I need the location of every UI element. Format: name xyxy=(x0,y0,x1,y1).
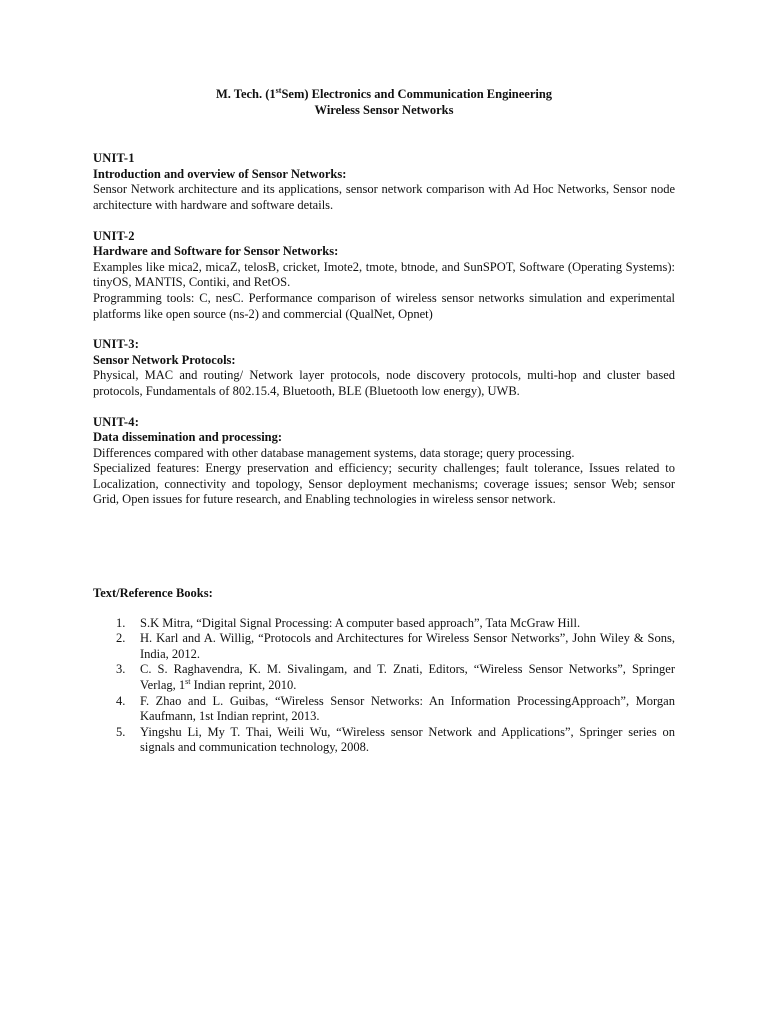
references-list xyxy=(93,616,675,756)
title-ordinal-superscript: st xyxy=(275,85,282,95)
spacer xyxy=(93,214,675,229)
spacer xyxy=(93,322,675,337)
unit-heading: UNIT-2 xyxy=(93,228,135,243)
reference-number: 2. xyxy=(116,631,126,646)
unit-subheading: Sensor Network Protocols: xyxy=(93,352,236,367)
title-course-prefix: M. Tech. (1 xyxy=(215,87,276,101)
reference-text: H. Karl and A. Willig, “Protocols and Architectures for Wireless Sensor Networks”, John Wiley & Sons, India, 2012. xyxy=(140,631,675,661)
reference-text: C. S. Raghavendra, K. M. Sivalingam, and T. Znati, Editors, “Wireless Sensor Networks”, Springer Verlag, 1 xyxy=(140,662,675,693)
unit-paragraph: Programming tools: C, nesC. Performance comparison of wireless sensor networks simulation and experimental platforms like open source (ns-2) and commercial (QualNet, Opnet) xyxy=(93,290,675,321)
unit-4-section xyxy=(93,415,675,509)
unit-heading: UNIT-3: xyxy=(93,337,140,352)
unit-heading: UNIT-4: xyxy=(93,414,140,429)
unit-paragraph: Examples like mica2, micaZ, telosB, cricket, Imote2, tmote, btnode, and SunSPOT, Software (Operating Systems): tinyOS, MANTIS, Contiki, and RetOS. xyxy=(93,259,675,290)
reference-number: 4. xyxy=(116,693,126,708)
reference-text: Yingshu Li, My T. Thai, Weili Wu, “Wireless sensor Network and Applications”, Springer series on signals and communication technology, 2008. xyxy=(140,724,675,755)
title-course-suffix: Sem) Electronics and Communication Engineering xyxy=(281,87,553,101)
unit-paragraph: Physical, MAC and routing/ Network layer protocols, node discovery protocols, multi-hop and cluster based protocols, Fundamentals of 802.15.4, Bluetooth, BLE (Bluetooth low energy), UWB. xyxy=(93,368,675,398)
spacer xyxy=(93,400,675,415)
reference-number: 3. xyxy=(116,662,126,677)
references-heading: Text/Reference Books: xyxy=(93,586,213,601)
title-line-course xyxy=(93,87,675,103)
reference-text-continued: Indian reprint, 2010. xyxy=(190,678,297,693)
document-title xyxy=(93,87,675,118)
syllabus-page xyxy=(93,87,675,756)
reference-item xyxy=(93,662,675,693)
reference-text: F. Zhao and L. Guibas, “Wireless Sensor Networks: An Information ProcessingApproach”, Morgan Kaufmann, 1st Indian reprint, 2013. xyxy=(140,693,675,724)
unit-paragraph: Differences compared with other database management systems, data storage; query processing. xyxy=(93,445,575,460)
unit-heading: UNIT-1 xyxy=(93,151,135,166)
reference-text: S.K Mitra, “Digital Signal Processing: A computer based approach”, Tata McGraw Hill. xyxy=(140,615,581,630)
title-line-subject: Wireless Sensor Networks xyxy=(314,102,454,117)
reference-item xyxy=(93,616,675,632)
reference-ordinal-superscript: st xyxy=(185,676,191,686)
spacer xyxy=(93,118,675,151)
unit-subheading: Introduction and overview of Sensor Networks: xyxy=(93,166,347,181)
unit-subheading: Hardware and Software for Sensor Networks: xyxy=(93,244,339,259)
unit-1-section xyxy=(93,151,675,213)
reference-item xyxy=(93,694,675,725)
reference-number: 5. xyxy=(116,724,126,739)
unit-subheading: Data dissemination and processing: xyxy=(93,430,283,445)
reference-item xyxy=(93,725,675,756)
reference-number: 1. xyxy=(116,615,126,630)
unit-3-section xyxy=(93,337,675,399)
unit-paragraph: Sensor Network architecture and its applications, sensor network comparison with Ad Hoc Networks, Sensor node architecture with hardware and software details. xyxy=(93,182,675,212)
reference-item xyxy=(93,631,675,662)
unit-paragraph: Specialized features: Energy preservation and efficiency; security challenges; fault tolerance, Issues related to Localization, connectivity and topology, Sensor deployment mechanisms; coverage issues; sensor Web; sensor Grid, Open issues for future research, and Enabling technologies in wireless sensor network. xyxy=(93,461,675,507)
unit-2-section xyxy=(93,229,675,323)
